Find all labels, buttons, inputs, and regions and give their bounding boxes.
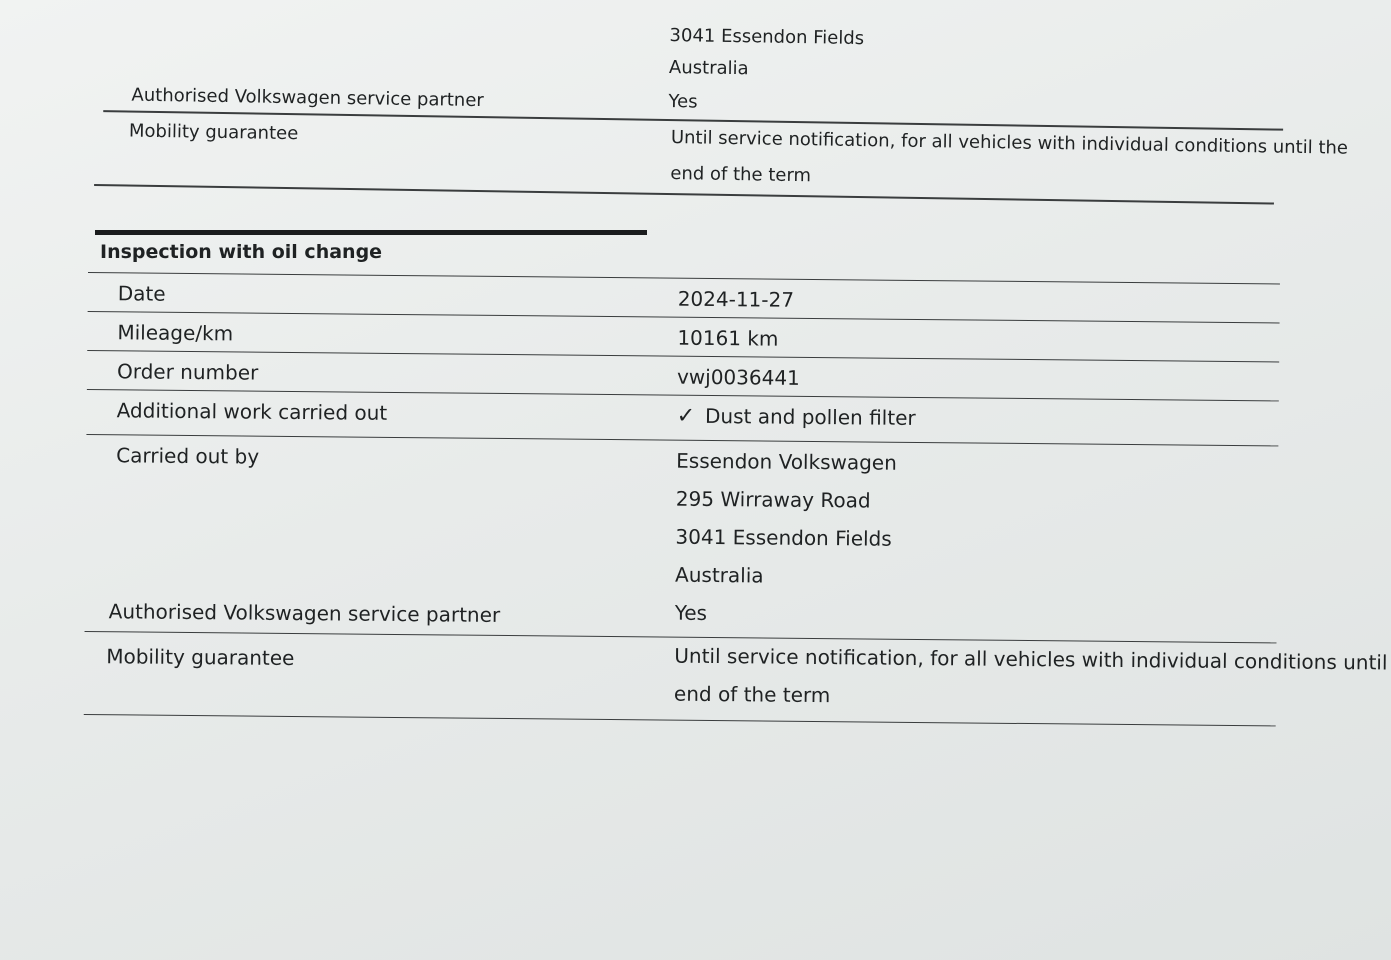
date-value: 2024-11-27 <box>677 286 795 312</box>
prev-divider-bottom <box>94 184 1274 204</box>
table-row-mobility <box>84 631 1388 726</box>
previous-service-entry <box>92 0 1349 229</box>
section-title: Inspection with oil change <box>100 241 383 263</box>
mobility-value-line2: end of the term <box>673 681 831 708</box>
additional-label: Additional work carried out <box>116 398 388 425</box>
authorised-value: Yes <box>674 600 708 625</box>
carried-address <box>675 449 897 641</box>
carried-line: 295 Wirraway Road <box>675 486 871 513</box>
mobility-value <box>674 644 1388 727</box>
mileage-value: 10161 km <box>677 325 779 351</box>
prev-address-line: 3041 Essendon Fields <box>669 25 865 50</box>
mileage-label: Mileage/km <box>117 320 234 346</box>
order-label: Order number <box>116 359 259 385</box>
carried-line: Essendon Volkswagen <box>676 448 897 475</box>
date-label: Date <box>117 281 166 306</box>
prev-mobility-value-line1: Until service notification, for all vehicles with individual conditions until the <box>670 127 1349 159</box>
carried-line: Australia <box>675 562 764 588</box>
additional-value: Dust and pollen filter <box>704 403 916 430</box>
inspection-table <box>84 272 1388 726</box>
mobility-label: Mobility guarantee <box>106 644 295 670</box>
prev-mobility-label: Mobility guarantee <box>128 120 299 145</box>
additional-value-cell <box>677 404 916 431</box>
checkmark-icon: ✓ <box>676 403 696 429</box>
prev-country: Australia <box>668 57 749 80</box>
mobility-value-line1: Until service notification, for all vehicles with individual conditions until <box>674 643 1388 675</box>
carried-line: 3041 Essendon Fields <box>675 524 892 551</box>
prev-mobility-value-line2: end of the term <box>670 163 812 187</box>
prev-authorised-label: Authorised Volkswagen service partner <box>131 84 484 112</box>
carried-label: Carried out by <box>116 443 260 469</box>
section-bar <box>95 230 647 235</box>
prev-authorised-value: Yes <box>668 91 698 113</box>
authorised-label: Authorised Volkswagen service partner <box>108 599 501 627</box>
table-row-carried-out <box>85 434 1279 642</box>
order-value: vwj0036441 <box>676 364 800 390</box>
